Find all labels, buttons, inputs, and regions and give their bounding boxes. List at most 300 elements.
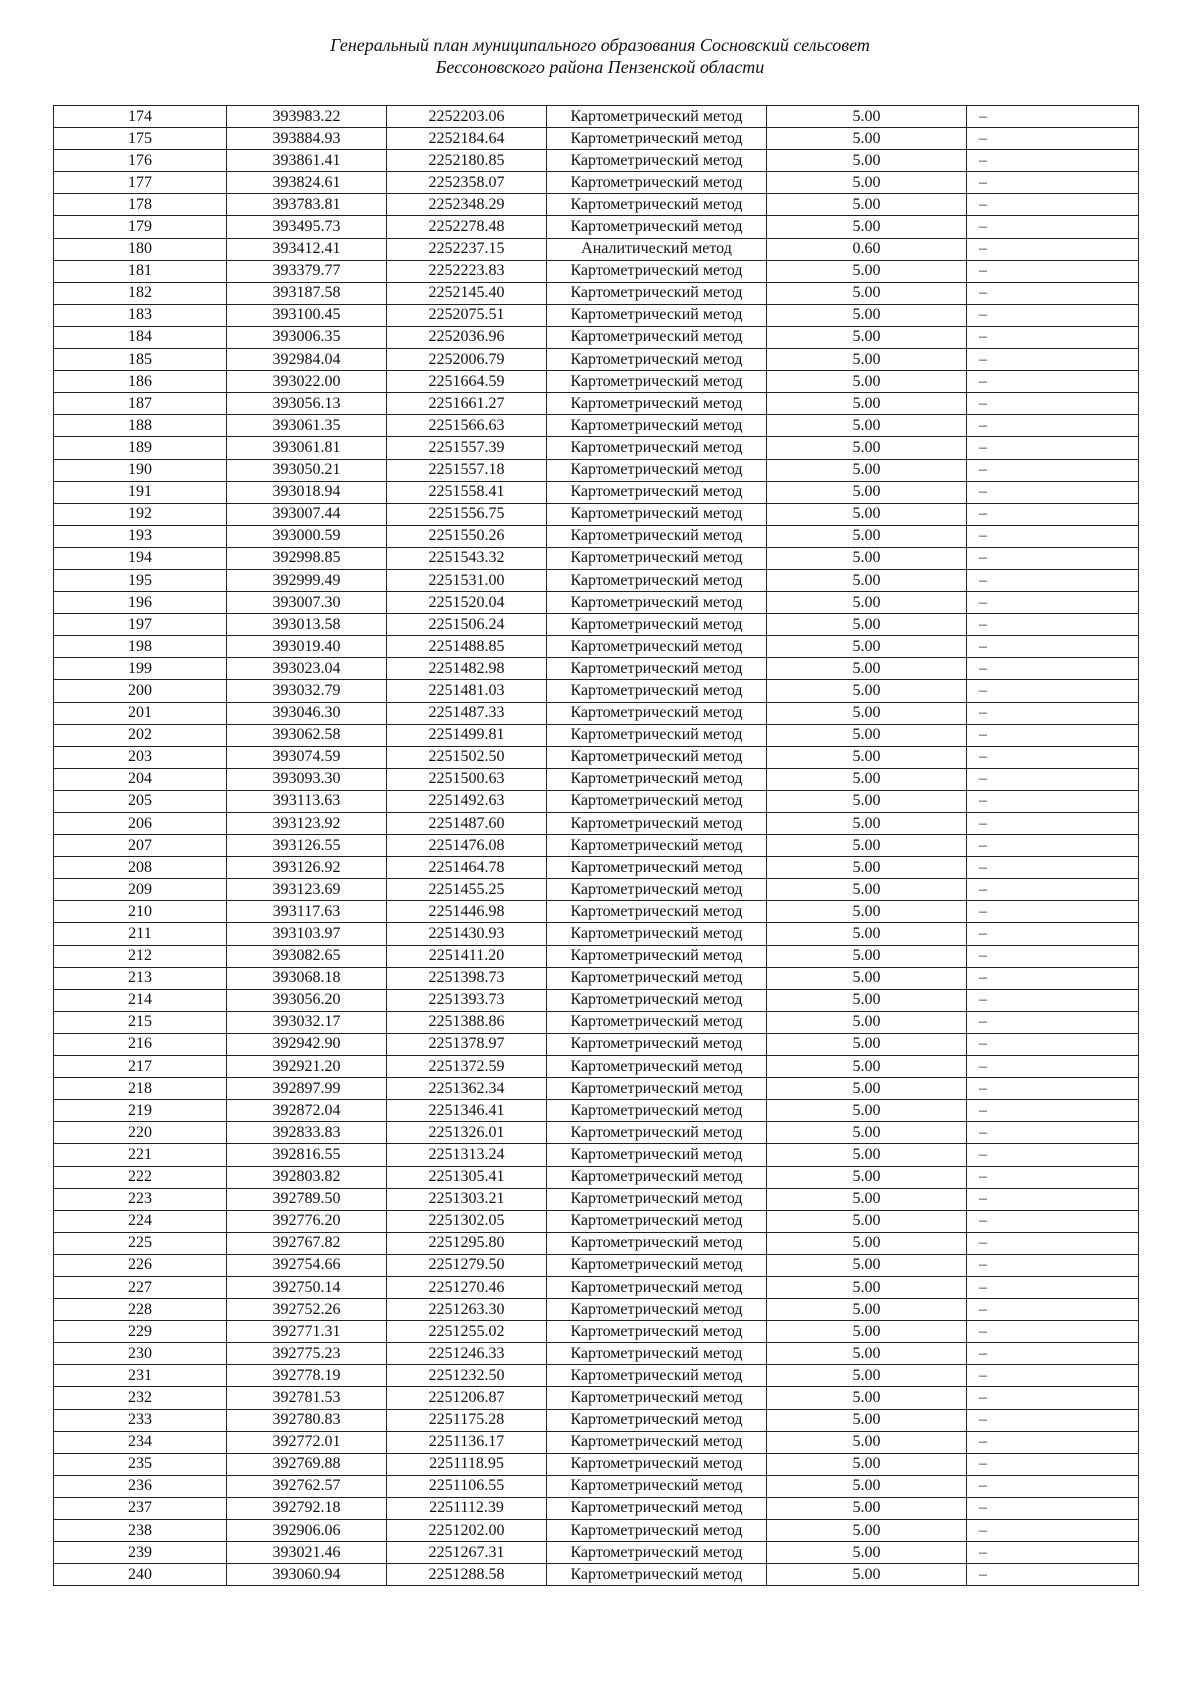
coordinates-table	[53, 105, 1139, 1586]
method-cell: Картометрический метод	[547, 1409, 767, 1431]
x-coordinate-cell: 393082.65	[227, 945, 387, 967]
x-coordinate-cell: 392816.55	[227, 1144, 387, 1166]
note-cell: –	[967, 1078, 1139, 1100]
table-row	[54, 1056, 1139, 1078]
point-number-cell: 188	[54, 415, 227, 437]
note-cell: –	[967, 1475, 1139, 1497]
point-number-cell: 233	[54, 1409, 227, 1431]
x-coordinate-cell: 392984.04	[227, 349, 387, 371]
accuracy-cell: 5.00	[767, 768, 967, 790]
accuracy-cell: 5.00	[767, 1011, 967, 1033]
method-cell: Картометрический метод	[547, 393, 767, 415]
point-number-cell: 208	[54, 857, 227, 879]
point-number-cell: 235	[54, 1453, 227, 1475]
method-cell: Картометрический метод	[547, 901, 767, 923]
method-cell: Картометрический метод	[547, 1475, 767, 1497]
note-cell: –	[967, 128, 1139, 150]
table-row	[54, 569, 1139, 591]
point-number-cell: 230	[54, 1343, 227, 1365]
y-coordinate-cell: 2252358.07	[387, 172, 547, 194]
point-number-cell: 236	[54, 1475, 227, 1497]
method-cell: Картометрический метод	[547, 835, 767, 857]
x-coordinate-cell: 393022.00	[227, 371, 387, 393]
x-coordinate-cell: 393100.45	[227, 304, 387, 326]
note-cell: –	[967, 569, 1139, 591]
accuracy-cell: 5.00	[767, 1387, 967, 1409]
note-cell: –	[967, 282, 1139, 304]
accuracy-cell: 5.00	[767, 1276, 967, 1298]
point-number-cell: 216	[54, 1033, 227, 1055]
table-row	[54, 1254, 1139, 1276]
table-row	[54, 592, 1139, 614]
note-cell: –	[967, 967, 1139, 989]
table-row	[54, 768, 1139, 790]
note-cell: –	[967, 1343, 1139, 1365]
y-coordinate-cell: 2251430.93	[387, 923, 547, 945]
table-row	[54, 415, 1139, 437]
table-row	[54, 1387, 1139, 1409]
point-number-cell: 185	[54, 349, 227, 371]
accuracy-cell: 5.00	[767, 879, 967, 901]
note-cell: –	[967, 1232, 1139, 1254]
method-cell: Картометрический метод	[547, 326, 767, 348]
method-cell: Картометрический метод	[547, 813, 767, 835]
x-coordinate-cell: 392897.99	[227, 1078, 387, 1100]
accuracy-cell: 5.00	[767, 282, 967, 304]
table-row	[54, 945, 1139, 967]
method-cell: Картометрический метод	[547, 106, 767, 128]
table-row	[54, 1276, 1139, 1298]
x-coordinate-cell: 393000.59	[227, 525, 387, 547]
y-coordinate-cell: 2251550.26	[387, 525, 547, 547]
method-cell: Картометрический метод	[547, 371, 767, 393]
accuracy-cell: 5.00	[767, 813, 967, 835]
note-cell: –	[967, 1387, 1139, 1409]
table-row	[54, 967, 1139, 989]
note-cell: –	[967, 945, 1139, 967]
x-coordinate-cell: 393056.13	[227, 393, 387, 415]
point-number-cell: 197	[54, 614, 227, 636]
accuracy-cell: 5.00	[767, 1100, 967, 1122]
point-number-cell: 224	[54, 1210, 227, 1232]
y-coordinate-cell: 2251313.24	[387, 1144, 547, 1166]
point-number-cell: 203	[54, 746, 227, 768]
table-row	[54, 128, 1139, 150]
header-title-line-1: Генеральный план муниципального образования Сосновский сельсовет	[330, 35, 870, 55]
y-coordinate-cell: 2251488.85	[387, 636, 547, 658]
note-cell: –	[967, 901, 1139, 923]
x-coordinate-cell: 393013.58	[227, 614, 387, 636]
y-coordinate-cell: 2251270.46	[387, 1276, 547, 1298]
point-number-cell: 177	[54, 172, 227, 194]
method-cell: Картометрический метод	[547, 724, 767, 746]
method-cell: Картометрический метод	[547, 1321, 767, 1343]
accuracy-cell: 5.00	[767, 1431, 967, 1453]
accuracy-cell: 5.00	[767, 835, 967, 857]
note-cell: –	[967, 1299, 1139, 1321]
table-row	[54, 1033, 1139, 1055]
x-coordinate-cell: 393187.58	[227, 282, 387, 304]
x-coordinate-cell: 393032.79	[227, 680, 387, 702]
point-number-cell: 240	[54, 1564, 227, 1586]
point-number-cell: 212	[54, 945, 227, 967]
note-cell: –	[967, 768, 1139, 790]
table-row	[54, 724, 1139, 746]
accuracy-cell: 5.00	[767, 923, 967, 945]
y-coordinate-cell: 2251263.30	[387, 1299, 547, 1321]
x-coordinate-cell: 393032.17	[227, 1011, 387, 1033]
accuracy-cell: 5.00	[767, 857, 967, 879]
method-cell: Картометрический метод	[547, 1520, 767, 1542]
x-coordinate-cell: 392769.88	[227, 1453, 387, 1475]
table-row	[54, 1431, 1139, 1453]
method-cell: Картометрический метод	[547, 680, 767, 702]
note-cell: –	[967, 238, 1139, 260]
table-row	[54, 216, 1139, 238]
point-number-cell: 218	[54, 1078, 227, 1100]
method-cell: Картометрический метод	[547, 547, 767, 569]
method-cell: Картометрический метод	[547, 503, 767, 525]
point-number-cell: 193	[54, 525, 227, 547]
x-coordinate-cell: 392780.83	[227, 1409, 387, 1431]
point-number-cell: 195	[54, 569, 227, 591]
y-coordinate-cell: 2251446.98	[387, 901, 547, 923]
table-row	[54, 746, 1139, 768]
point-number-cell: 174	[54, 106, 227, 128]
table-row	[54, 547, 1139, 569]
note-cell: –	[967, 304, 1139, 326]
note-cell: –	[967, 1144, 1139, 1166]
y-coordinate-cell: 2252145.40	[387, 282, 547, 304]
table-row	[54, 1100, 1139, 1122]
table-row	[54, 879, 1139, 901]
x-coordinate-cell: 393023.04	[227, 658, 387, 680]
note-cell: –	[967, 216, 1139, 238]
y-coordinate-cell: 2251499.81	[387, 724, 547, 746]
y-coordinate-cell: 2251378.97	[387, 1033, 547, 1055]
x-coordinate-cell: 393050.21	[227, 459, 387, 481]
table-row	[54, 1232, 1139, 1254]
note-cell: –	[967, 724, 1139, 746]
note-cell: –	[967, 547, 1139, 569]
y-coordinate-cell: 2251279.50	[387, 1254, 547, 1276]
accuracy-cell: 5.00	[767, 1056, 967, 1078]
point-number-cell: 180	[54, 238, 227, 260]
table-row	[54, 1210, 1139, 1232]
method-cell: Картометрический метод	[547, 150, 767, 172]
point-number-cell: 215	[54, 1011, 227, 1033]
note-cell: –	[967, 1453, 1139, 1475]
x-coordinate-cell: 393019.40	[227, 636, 387, 658]
y-coordinate-cell: 2251482.98	[387, 658, 547, 680]
accuracy-cell: 5.00	[767, 1542, 967, 1564]
note-cell: –	[967, 1564, 1139, 1586]
accuracy-cell: 5.00	[767, 790, 967, 812]
method-cell: Картометрический метод	[547, 923, 767, 945]
y-coordinate-cell: 2251305.41	[387, 1166, 547, 1188]
y-coordinate-cell: 2251500.63	[387, 768, 547, 790]
table-row	[54, 238, 1139, 260]
x-coordinate-cell: 393412.41	[227, 238, 387, 260]
accuracy-cell: 5.00	[767, 1254, 967, 1276]
method-cell: Картометрический метод	[547, 1276, 767, 1298]
method-cell: Картометрический метод	[547, 967, 767, 989]
point-number-cell: 219	[54, 1100, 227, 1122]
y-coordinate-cell: 2251557.39	[387, 437, 547, 459]
table-row	[54, 1299, 1139, 1321]
x-coordinate-cell: 393123.92	[227, 813, 387, 835]
y-coordinate-cell: 2251487.33	[387, 702, 547, 724]
method-cell: Картометрический метод	[547, 282, 767, 304]
method-cell: Картометрический метод	[547, 481, 767, 503]
note-cell: –	[967, 1497, 1139, 1519]
accuracy-cell: 5.00	[767, 1564, 967, 1586]
y-coordinate-cell: 2251481.03	[387, 680, 547, 702]
x-coordinate-cell: 393126.55	[227, 835, 387, 857]
y-coordinate-cell: 2251558.41	[387, 481, 547, 503]
note-cell: –	[967, 1321, 1139, 1343]
point-number-cell: 184	[54, 326, 227, 348]
y-coordinate-cell: 2252184.64	[387, 128, 547, 150]
note-cell: –	[967, 150, 1139, 172]
x-coordinate-cell: 393884.93	[227, 128, 387, 150]
point-number-cell: 182	[54, 282, 227, 304]
point-number-cell: 228	[54, 1299, 227, 1321]
x-coordinate-cell: 393062.58	[227, 724, 387, 746]
table-row	[54, 702, 1139, 724]
x-coordinate-cell: 392772.01	[227, 1431, 387, 1453]
method-cell: Картометрический метод	[547, 636, 767, 658]
y-coordinate-cell: 2251661.27	[387, 393, 547, 415]
point-number-cell: 238	[54, 1520, 227, 1542]
note-cell: –	[967, 636, 1139, 658]
table-row	[54, 481, 1139, 503]
point-number-cell: 223	[54, 1188, 227, 1210]
note-cell: –	[967, 1409, 1139, 1431]
note-cell: –	[967, 481, 1139, 503]
accuracy-cell: 5.00	[767, 1033, 967, 1055]
x-coordinate-cell: 393093.30	[227, 768, 387, 790]
accuracy-cell: 5.00	[767, 194, 967, 216]
method-cell: Картометрический метод	[547, 989, 767, 1011]
accuracy-cell: 5.00	[767, 569, 967, 591]
point-number-cell: 191	[54, 481, 227, 503]
method-cell: Картометрический метод	[547, 216, 767, 238]
note-cell: –	[967, 525, 1139, 547]
y-coordinate-cell: 2251136.17	[387, 1431, 547, 1453]
point-number-cell: 217	[54, 1056, 227, 1078]
accuracy-cell: 5.00	[767, 371, 967, 393]
note-cell: –	[967, 437, 1139, 459]
table-row	[54, 614, 1139, 636]
point-number-cell: 189	[54, 437, 227, 459]
table-row	[54, 901, 1139, 923]
method-cell: Картометрический метод	[547, 1232, 767, 1254]
x-coordinate-cell: 392999.49	[227, 569, 387, 591]
method-cell: Картометрический метод	[547, 1100, 767, 1122]
point-number-cell: 227	[54, 1276, 227, 1298]
table-row	[54, 636, 1139, 658]
table-row	[54, 437, 1139, 459]
note-cell: –	[967, 989, 1139, 1011]
point-number-cell: 222	[54, 1166, 227, 1188]
accuracy-cell: 5.00	[767, 459, 967, 481]
accuracy-cell: 5.00	[767, 1365, 967, 1387]
x-coordinate-cell: 392998.85	[227, 547, 387, 569]
table-row	[54, 1078, 1139, 1100]
method-cell: Картометрический метод	[547, 1011, 767, 1033]
point-number-cell: 205	[54, 790, 227, 812]
method-cell: Картометрический метод	[547, 1056, 767, 1078]
document-header	[0, 34, 1200, 78]
y-coordinate-cell: 2251398.73	[387, 967, 547, 989]
method-cell: Картометрический метод	[547, 128, 767, 150]
method-cell: Картометрический метод	[547, 1431, 767, 1453]
accuracy-cell: 5.00	[767, 636, 967, 658]
point-number-cell: 178	[54, 194, 227, 216]
method-cell: Картометрический метод	[547, 1254, 767, 1276]
y-coordinate-cell: 2252075.51	[387, 304, 547, 326]
x-coordinate-cell: 392752.26	[227, 1299, 387, 1321]
y-coordinate-cell: 2251303.21	[387, 1188, 547, 1210]
point-number-cell: 210	[54, 901, 227, 923]
table-row	[54, 393, 1139, 415]
y-coordinate-cell: 2251362.34	[387, 1078, 547, 1100]
table-row	[54, 172, 1139, 194]
point-number-cell: 175	[54, 128, 227, 150]
accuracy-cell: 5.00	[767, 614, 967, 636]
x-coordinate-cell: 392750.14	[227, 1276, 387, 1298]
accuracy-cell: 5.00	[767, 702, 967, 724]
note-cell: –	[967, 1276, 1139, 1298]
note-cell: –	[967, 172, 1139, 194]
table-row	[54, 503, 1139, 525]
accuracy-cell: 5.00	[767, 1409, 967, 1431]
method-cell: Картометрический метод	[547, 790, 767, 812]
y-coordinate-cell: 2251464.78	[387, 857, 547, 879]
point-number-cell: 214	[54, 989, 227, 1011]
accuracy-cell: 5.00	[767, 415, 967, 437]
y-coordinate-cell: 2251372.59	[387, 1056, 547, 1078]
accuracy-cell: 0.60	[767, 238, 967, 260]
y-coordinate-cell: 2251326.01	[387, 1122, 547, 1144]
coordinates-table-body	[54, 106, 1139, 1586]
y-coordinate-cell: 2251346.41	[387, 1100, 547, 1122]
note-cell: –	[967, 393, 1139, 415]
accuracy-cell: 5.00	[767, 1520, 967, 1542]
table-row	[54, 1144, 1139, 1166]
x-coordinate-cell: 392771.31	[227, 1321, 387, 1343]
method-cell: Картометрический метод	[547, 1078, 767, 1100]
table-row	[54, 1188, 1139, 1210]
note-cell: –	[967, 1254, 1139, 1276]
y-coordinate-cell: 2251531.00	[387, 569, 547, 591]
y-coordinate-cell: 2252203.06	[387, 106, 547, 128]
y-coordinate-cell: 2251106.55	[387, 1475, 547, 1497]
accuracy-cell: 5.00	[767, 1144, 967, 1166]
x-coordinate-cell: 392906.06	[227, 1520, 387, 1542]
y-coordinate-cell: 2251267.31	[387, 1542, 547, 1564]
point-number-cell: 232	[54, 1387, 227, 1409]
note-cell: –	[967, 923, 1139, 945]
note-cell: –	[967, 1542, 1139, 1564]
x-coordinate-cell: 393060.94	[227, 1564, 387, 1586]
point-number-cell: 220	[54, 1122, 227, 1144]
x-coordinate-cell: 393113.63	[227, 790, 387, 812]
method-cell: Картометрический метод	[547, 1564, 767, 1586]
accuracy-cell: 5.00	[767, 680, 967, 702]
y-coordinate-cell: 2251543.32	[387, 547, 547, 569]
method-cell: Картометрический метод	[547, 1210, 767, 1232]
x-coordinate-cell: 392778.19	[227, 1365, 387, 1387]
table-row	[54, 459, 1139, 481]
note-cell: –	[967, 592, 1139, 614]
method-cell: Картометрический метод	[547, 592, 767, 614]
note-cell: –	[967, 702, 1139, 724]
point-number-cell: 176	[54, 150, 227, 172]
point-number-cell: 199	[54, 658, 227, 680]
y-coordinate-cell: 2251556.75	[387, 503, 547, 525]
method-cell: Картометрический метод	[547, 459, 767, 481]
table-row	[54, 1564, 1139, 1586]
note-cell: –	[967, 790, 1139, 812]
table-row	[54, 371, 1139, 393]
table-row	[54, 989, 1139, 1011]
x-coordinate-cell: 392767.82	[227, 1232, 387, 1254]
point-number-cell: 209	[54, 879, 227, 901]
method-cell: Картометрический метод	[547, 525, 767, 547]
y-coordinate-cell: 2251112.39	[387, 1497, 547, 1519]
note-cell: –	[967, 415, 1139, 437]
y-coordinate-cell: 2252180.85	[387, 150, 547, 172]
point-number-cell: 231	[54, 1365, 227, 1387]
note-cell: –	[967, 813, 1139, 835]
method-cell: Картометрический метод	[547, 569, 767, 591]
point-number-cell: 190	[54, 459, 227, 481]
note-cell: –	[967, 1431, 1139, 1453]
method-cell: Картометрический метод	[547, 349, 767, 371]
method-cell: Картометрический метод	[547, 658, 767, 680]
x-coordinate-cell: 393018.94	[227, 481, 387, 503]
y-coordinate-cell: 2251492.63	[387, 790, 547, 812]
method-cell: Картометрический метод	[547, 1033, 767, 1055]
table-row	[54, 680, 1139, 702]
point-number-cell: 239	[54, 1542, 227, 1564]
x-coordinate-cell: 392942.90	[227, 1033, 387, 1055]
note-cell: –	[967, 1011, 1139, 1033]
accuracy-cell: 5.00	[767, 503, 967, 525]
note-cell: –	[967, 1188, 1139, 1210]
method-cell: Картометрический метод	[547, 304, 767, 326]
accuracy-cell: 5.00	[767, 128, 967, 150]
point-number-cell: 200	[54, 680, 227, 702]
table-row	[54, 326, 1139, 348]
accuracy-cell: 5.00	[767, 349, 967, 371]
note-cell: –	[967, 326, 1139, 348]
method-cell: Картометрический метод	[547, 768, 767, 790]
y-coordinate-cell: 2251393.73	[387, 989, 547, 1011]
point-number-cell: 186	[54, 371, 227, 393]
x-coordinate-cell: 392921.20	[227, 1056, 387, 1078]
accuracy-cell: 5.00	[767, 525, 967, 547]
note-cell: –	[967, 614, 1139, 636]
x-coordinate-cell: 393021.46	[227, 1542, 387, 1564]
point-number-cell: 181	[54, 260, 227, 282]
table-row	[54, 835, 1139, 857]
point-number-cell: 202	[54, 724, 227, 746]
method-cell: Картометрический метод	[547, 194, 767, 216]
point-number-cell: 179	[54, 216, 227, 238]
